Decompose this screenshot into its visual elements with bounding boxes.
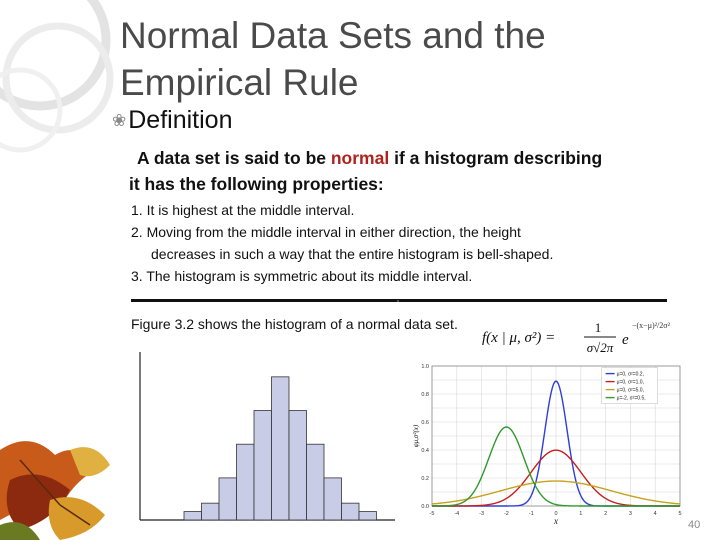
definition-heading (112, 106, 232, 135)
histogram-bar (219, 478, 237, 520)
histogram-bar (254, 411, 272, 520)
legend-label: μ=-2, σ²=0.5, (616, 395, 646, 402)
legend-label: μ=0, σ²=0.2, (616, 371, 644, 378)
definition-line-1: A data set is said to be normal if a histogram describing (137, 148, 603, 168)
divider-line (131, 299, 667, 302)
y-tick-label: 0.4 (421, 448, 429, 454)
property-3: 3. The histogram is symmetric about its middle interval. (131, 268, 473, 284)
x-tick-label: 2 (604, 511, 608, 517)
formula-exponent: −(x−μ)²/2σ² (632, 321, 670, 330)
histogram-bar (184, 512, 202, 520)
property-2: 2. Moving from the middle interval in either direction, the height (131, 224, 521, 240)
autumn-leaves-image (0, 430, 112, 540)
normal-curves-plot (410, 358, 685, 528)
histogram-bar (307, 444, 325, 520)
x-tick-label: 1 (579, 511, 583, 517)
x-tick-label: 0 (554, 511, 558, 517)
divider-dot (397, 300, 399, 302)
x-tick-label: -1 (528, 511, 534, 517)
definition-heading-text: Definition (128, 106, 233, 134)
figure-caption: Figure 3.2 shows the histogram of a normal data set. (131, 316, 458, 332)
normal-density-formula (480, 312, 680, 360)
formula-exp-base: e (622, 332, 629, 348)
bullet-icon: ❀ (112, 110, 127, 130)
y-tick-label: 0.8 (421, 392, 429, 398)
y-tick-label: 0.0 (421, 504, 429, 510)
page-number: 40 (688, 519, 701, 531)
x-tick-label: -3 (479, 511, 485, 517)
histogram-bar (237, 444, 255, 520)
property-2-continued: decreases in such a way that the entire histogram is bell-shaped. (151, 246, 554, 262)
histogram-bar (272, 377, 290, 520)
definition-line-2: it has the following properties: (129, 174, 384, 194)
x-tick-label: -2 (503, 511, 509, 517)
legend-label: μ=0, σ²=5.0, (616, 387, 644, 394)
histogram-bar (202, 503, 220, 520)
y-tick-label: 0.6 (421, 420, 429, 426)
normal-highlight: normal (330, 148, 390, 168)
x-tick-label: 3 (628, 511, 632, 517)
legend-label: μ=0, σ²=1.0, (616, 379, 644, 386)
x-tick-label: 4 (653, 511, 657, 517)
y-tick-label: 0.2 (421, 476, 429, 482)
x-axis-label: x (554, 516, 558, 526)
formula-numerator: 1 (594, 320, 602, 335)
histogram-bar (289, 411, 307, 520)
y-tick-label: 1.0 (421, 364, 429, 370)
x-tick-label: 5 (678, 511, 682, 517)
histogram-bar (342, 503, 360, 520)
title-line-2: Empirical Rule (120, 62, 359, 103)
title-line-1: Normal Data Sets and the (120, 15, 546, 56)
property-1: 1. It is highest at the middle interval. (131, 202, 355, 218)
slide-title (120, 12, 680, 106)
histogram-bar (324, 478, 342, 520)
x-tick-label: -5 (429, 511, 435, 517)
properties-list (131, 199, 691, 287)
formula-lhs: f(x | μ, σ²) = (482, 330, 556, 346)
y-axis-label: φμ,σ²(x) (412, 424, 420, 448)
x-tick-label: -4 (454, 511, 460, 517)
histogram-bar (359, 512, 377, 520)
formula-denominator: σ√2π (586, 340, 614, 355)
normal-histogram (134, 350, 400, 526)
definition-text (129, 145, 689, 197)
